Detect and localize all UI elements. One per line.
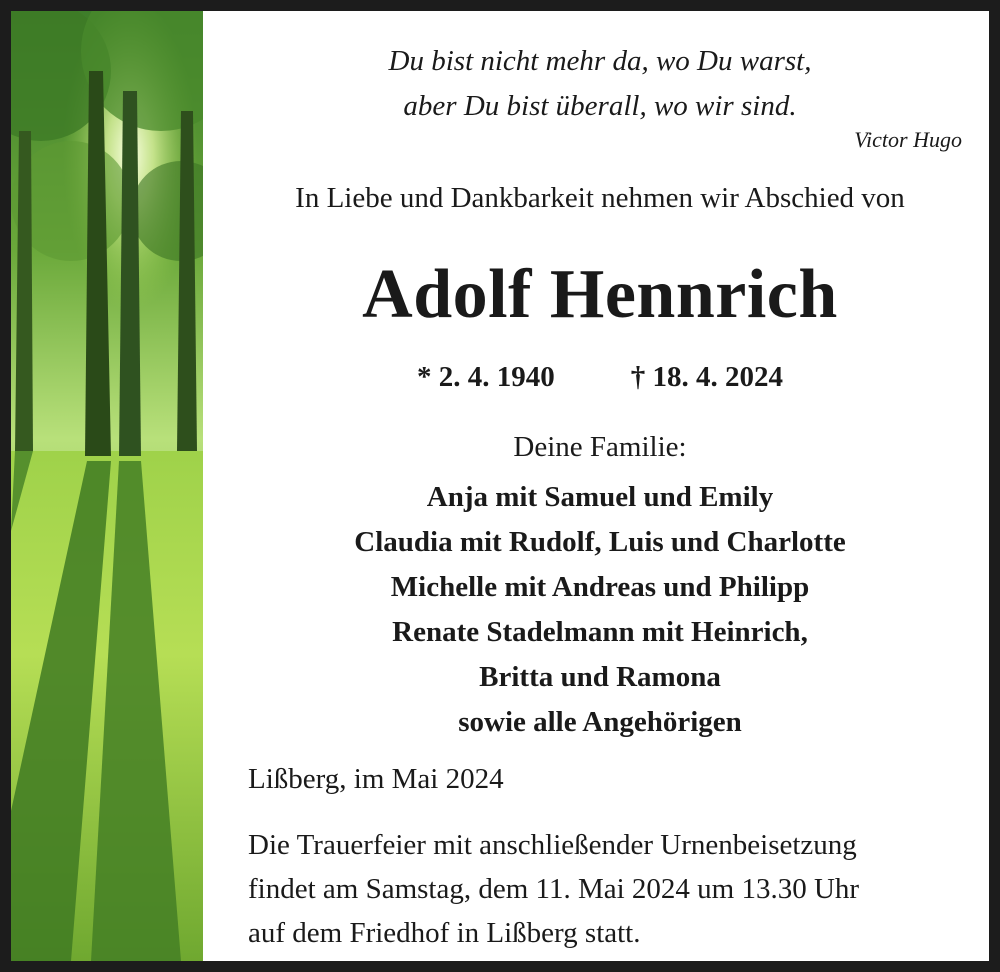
park-trees-photo — [11, 11, 203, 961]
ceremony-line-1: Die Trauerfeier mit anschließender Urnenbeisetzung — [248, 829, 857, 861]
quote-line-2: aber Du bist überall, wo wir sind. — [403, 90, 797, 122]
family-member: Anja mit Samuel und Emily — [426, 481, 774, 513]
quote-author: Victor Hugo — [854, 127, 962, 152]
family-label: Deine Familie: — [513, 431, 687, 463]
family-member: Michelle mit Andreas und Philipp — [390, 571, 810, 603]
family-member: Renate Stadelmann mit Heinrich, — [392, 616, 808, 648]
family-member: Claudia mit Rudolf, Luis und Charlotte — [354, 526, 846, 558]
birth-date: * 2. 4. 1940 — [417, 361, 555, 393]
quote-line-1: Du bist nicht mehr da, wo Du warst, — [388, 45, 812, 77]
family-member: Britta und Ramona — [479, 661, 721, 693]
intro-text: In Liebe und Dankbarkeit nehmen wir Abschied von — [295, 182, 905, 214]
life-dates — [211, 361, 989, 394]
place-date: Lißberg, im Mai 2024 — [248, 763, 504, 795]
text-column — [211, 11, 989, 961]
quote — [211, 39, 989, 129]
deceased-name: Adolf Hennrich — [362, 256, 838, 333]
ceremony-info — [248, 823, 969, 955]
family-member: sowie alle Angehörigen — [458, 706, 742, 738]
death-date: † 18. 4. 2024 — [630, 361, 783, 393]
ceremony-line-2: findet am Samstag, dem 11. Mai 2024 um 13.30 Uhr — [248, 873, 860, 905]
ceremony-line-3: auf dem Friedhof in Lißberg statt. — [248, 917, 641, 949]
family-list — [211, 475, 989, 745]
